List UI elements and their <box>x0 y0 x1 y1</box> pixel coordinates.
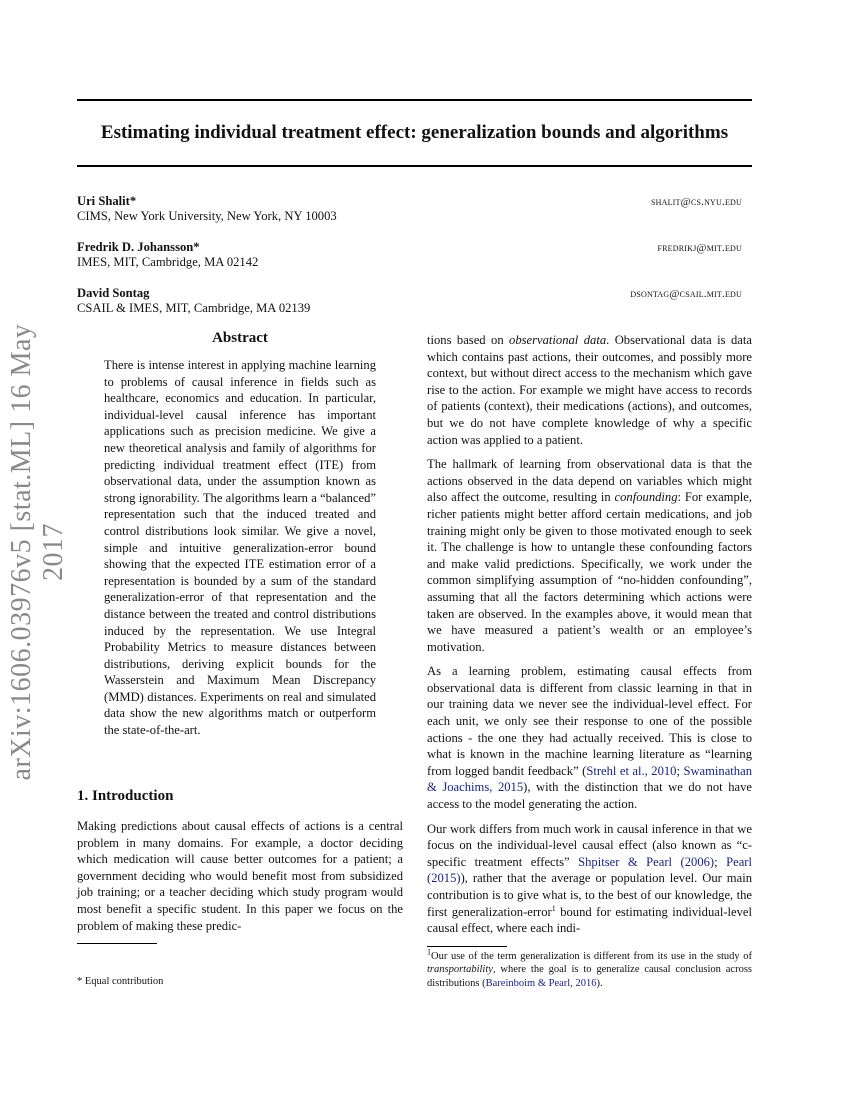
intro-right-column <box>427 332 752 945</box>
paragraph <box>427 456 752 655</box>
author-affiliation: IMES, MIT, Cambridge, MA 02142 <box>77 255 259 269</box>
author-block <box>77 194 742 224</box>
footnote-number: 1 <box>427 947 431 957</box>
author-block <box>77 286 742 316</box>
citation-link[interactable]: Strehl et al., 2010 <box>586 763 677 778</box>
author-affiliation: CIMS, New York University, New York, NY 10003 <box>77 209 337 223</box>
footnote-rule <box>427 946 507 947</box>
emphasis: observational data <box>509 333 607 347</box>
footnote-1 <box>427 947 752 990</box>
text: . Observational data is data which contains past actions, their outcomes, and possibly more context, but without direct access to the mechanism which gave rise to the action. For example we might have access to records of patients (context), their medications (actions), and outcomes, but we do not have complete knowledge of why a specific action was applied to a patient. <box>427 333 752 447</box>
text: ). <box>596 977 603 989</box>
text: As a learning problem, estimating causal effects from observational data is different from classic learning in that in our training data we never see the individual-level effect. For each unit, we only see their response to one of the possible actions - the one they had actually received. This is close to what is known in the machine learning literature as “learning from logged bandit feedback” ( <box>427 664 752 778</box>
text: ), rather that the average or population level. Our main contribution is to give what is, to the best of our knowledge, the first generalization-error <box>427 871 752 919</box>
arxiv-stamp: arXiv:1606.03976v5 [stat.ML] 16 May 2017 <box>6 323 69 781</box>
text: bound for estimating individual-level causal effect, where each indi- <box>427 904 752 936</box>
footnote-rule <box>77 943 157 944</box>
text: Our work differs from much work in causal inference in that we focus on the individual-level causal effect (also known as “c-specific treatment effects” <box>427 821 752 869</box>
abstract-text: There is intense interest in applying machine learning to problems of causal inference in fields such as healthcare, economics and education. In particular, individual-level causal inference has important applications such as precision medicine. We give a new theoretical analysis and family of algorithms for predicting individual treatment effect (ITE) from observational data, under the assumption known as strong ignorability. The algorithms learn a “balanced” representation such that the induced treated and control distributions look similar. We give a novel, simple and intuitive generalization-error bound showing that the expected ITE estimation error of a representation is bounded by a sum of the standard generalization-error of that representation and the distance between the treated and control distributions induced by the representation. We use Integral Probability Metrics to measure distances between distributions, deriving explicit bounds for the Wasserstein and Maximum Mean Discrepancy (MMD) distances. Experiments on real and simulated data show the new algorithms match or outperform the state-of-the-art. <box>104 358 376 738</box>
text: ), with the distinction that we do not have access to the model generating the action. <box>427 780 752 812</box>
citation-link[interactable]: Bareinboim & Pearl, 2016 <box>485 977 597 989</box>
emphasis: transportability <box>427 964 493 976</box>
text: Our use of the term generalization is different from its use in the study of <box>431 951 752 962</box>
text: ; <box>676 763 684 778</box>
emphasis: confounding <box>614 490 678 505</box>
abstract-heading: Abstract <box>212 330 268 346</box>
text: tions based on <box>427 333 510 347</box>
text: : For example, richer patients might better afford certain medications, and job training might only be given to those motivated enough to seek it. The challenge is how to untangle these confounding factors and make valid predictions. Specifically, we work under the common simplifying assumption of “no-hidden confounding”, assuming that all the factors determining which actions were taken are observed. In the examples above, it would mean that we have measured a patient’s wealth or an employee’s motivation. <box>427 490 752 654</box>
footnote-equal-contribution: * Equal contribution <box>77 976 164 987</box>
paragraph <box>427 821 752 937</box>
text: ; <box>714 854 727 869</box>
author-name: Fredrik D. Johansson* <box>77 240 200 254</box>
citation-link[interactable]: Pearl (2015) <box>427 854 752 886</box>
author-email[interactable]: fredrikj@mit.edu <box>657 242 742 254</box>
author-email[interactable]: dsontag@csail.mit.edu <box>630 288 742 300</box>
author-name: David Sontag <box>77 286 150 300</box>
citation-link[interactable]: Shpitser & Pearl (2006) <box>578 854 715 869</box>
citation-link[interactable]: Swaminathan & Joachims, 2015 <box>427 763 752 795</box>
author-email[interactable]: shalit@cs.nyu.edu <box>650 196 742 208</box>
text: The hallmark of learning from observational data is that the actions observed in the data depend on variables which might also affect the outcome, resulting in <box>427 457 752 505</box>
paragraph <box>427 332 752 448</box>
author-affiliation: CSAIL & IMES, MIT, Cambridge, MA 02139 <box>77 301 311 315</box>
author-name: Uri Shalit* <box>77 194 137 208</box>
section-heading: 1. Introduction <box>77 788 174 804</box>
paper-title: Estimating individual treatment effect: generalization bounds and algorithms <box>100 122 729 143</box>
footnote-marker[interactable]: 1 <box>551 903 556 913</box>
text: , where the goal is to generalize causal conclusion across distributions ( <box>427 964 752 989</box>
title-rule-bottom <box>77 165 752 167</box>
title-rule-top <box>77 99 752 101</box>
author-block <box>77 240 742 270</box>
intro-left-paragraph: Making predictions about causal effects of actions is a central problem in many domains. For example, a doctor deciding which medication will cause better outcomes for a patient; a government deciding who would benefit most from subsidized job training; or a teacher deciding which study program would most benefit a specific student. In this paper we focus on the problem of making these predic- <box>77 819 403 933</box>
paragraph <box>427 663 752 812</box>
